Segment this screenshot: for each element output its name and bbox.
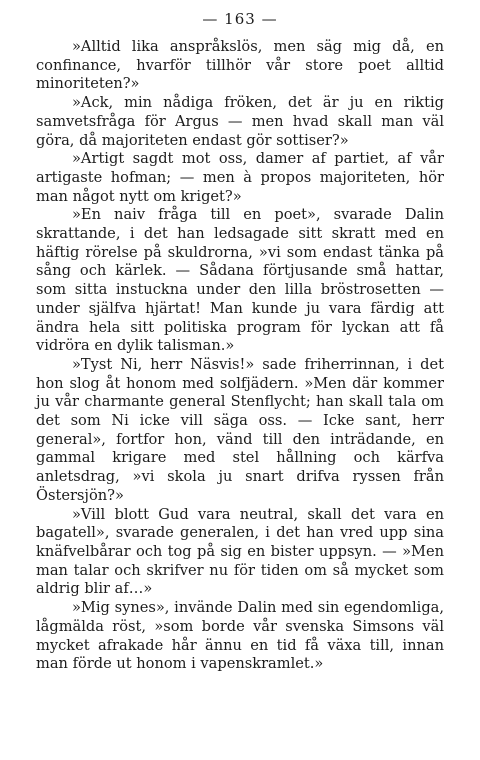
paragraph: »En naiv fråga till en poet», svarade Dalin skrattande, i det han ledsagade sitt skratt med en häftig rörelse på skuldrorna, »vi som endast tänka på sång och kärlek. — Sådana förtjusande små hattar, som sitta instuckna under den lilla bröstrosetten — under själfva hjärtat! Man kunde ju vara färdig att ändra hela sitt politiska program för lyckan att få vidröra en dylik talisman.» xyxy=(36,206,444,355)
page-number: — 163 — xyxy=(202,10,278,28)
paragraph: »Ack, min nådiga fröken, det är ju en riktig samvetsfråga för Argus — men hvad skall man väl göra, då majoriteten endast gör sottiser?» xyxy=(36,94,444,149)
paragraph: »Vill blott Gud vara neutral, skall det vara en bagatell», svarade generalen, i det han vred upp sina knäfvelbårar och tog på sig en bister uppsyn. — »Men man talar och skrifver nu för tiden om så mycket som aldrig blir af…» xyxy=(36,505,444,598)
paragraph: »Artigt sagdt mot oss, damer af partiet, af vår artigaste hofman; — men à propos majoriteten, hör man något nytt om kriget?» xyxy=(36,150,444,205)
paragraph: »Alltid lika anspråkslös, men säg mig då, en confinance, hvarför tillhör vår store poet alltid minoriteten?» xyxy=(36,38,444,93)
paragraph: »Tyst Ni, herr Näsvis!» sade friherrinnan, i det hon slog åt honom med solfjädern. »Men där kommer ju vår charmante general Stenflycht; han skall tala om det som Ni icke vill säga oss. — Icke sant, herr general», fortfor hon, vänd till den inträdande, en gammal krigare med stel hållning och kärfva anletsdrag, »vi skola ju snart drifva ryssen från Östersjön?» xyxy=(36,355,444,504)
paragraph: »Mig synes», invände Dalin med sin egendomliga, lågmälda röst, »som borde vår svenska Simsons väl mycket afrakade hår ännu en tid få växa till, innan man förde ut honom i vapenskramlet.» xyxy=(36,599,444,673)
body-text xyxy=(36,38,444,674)
